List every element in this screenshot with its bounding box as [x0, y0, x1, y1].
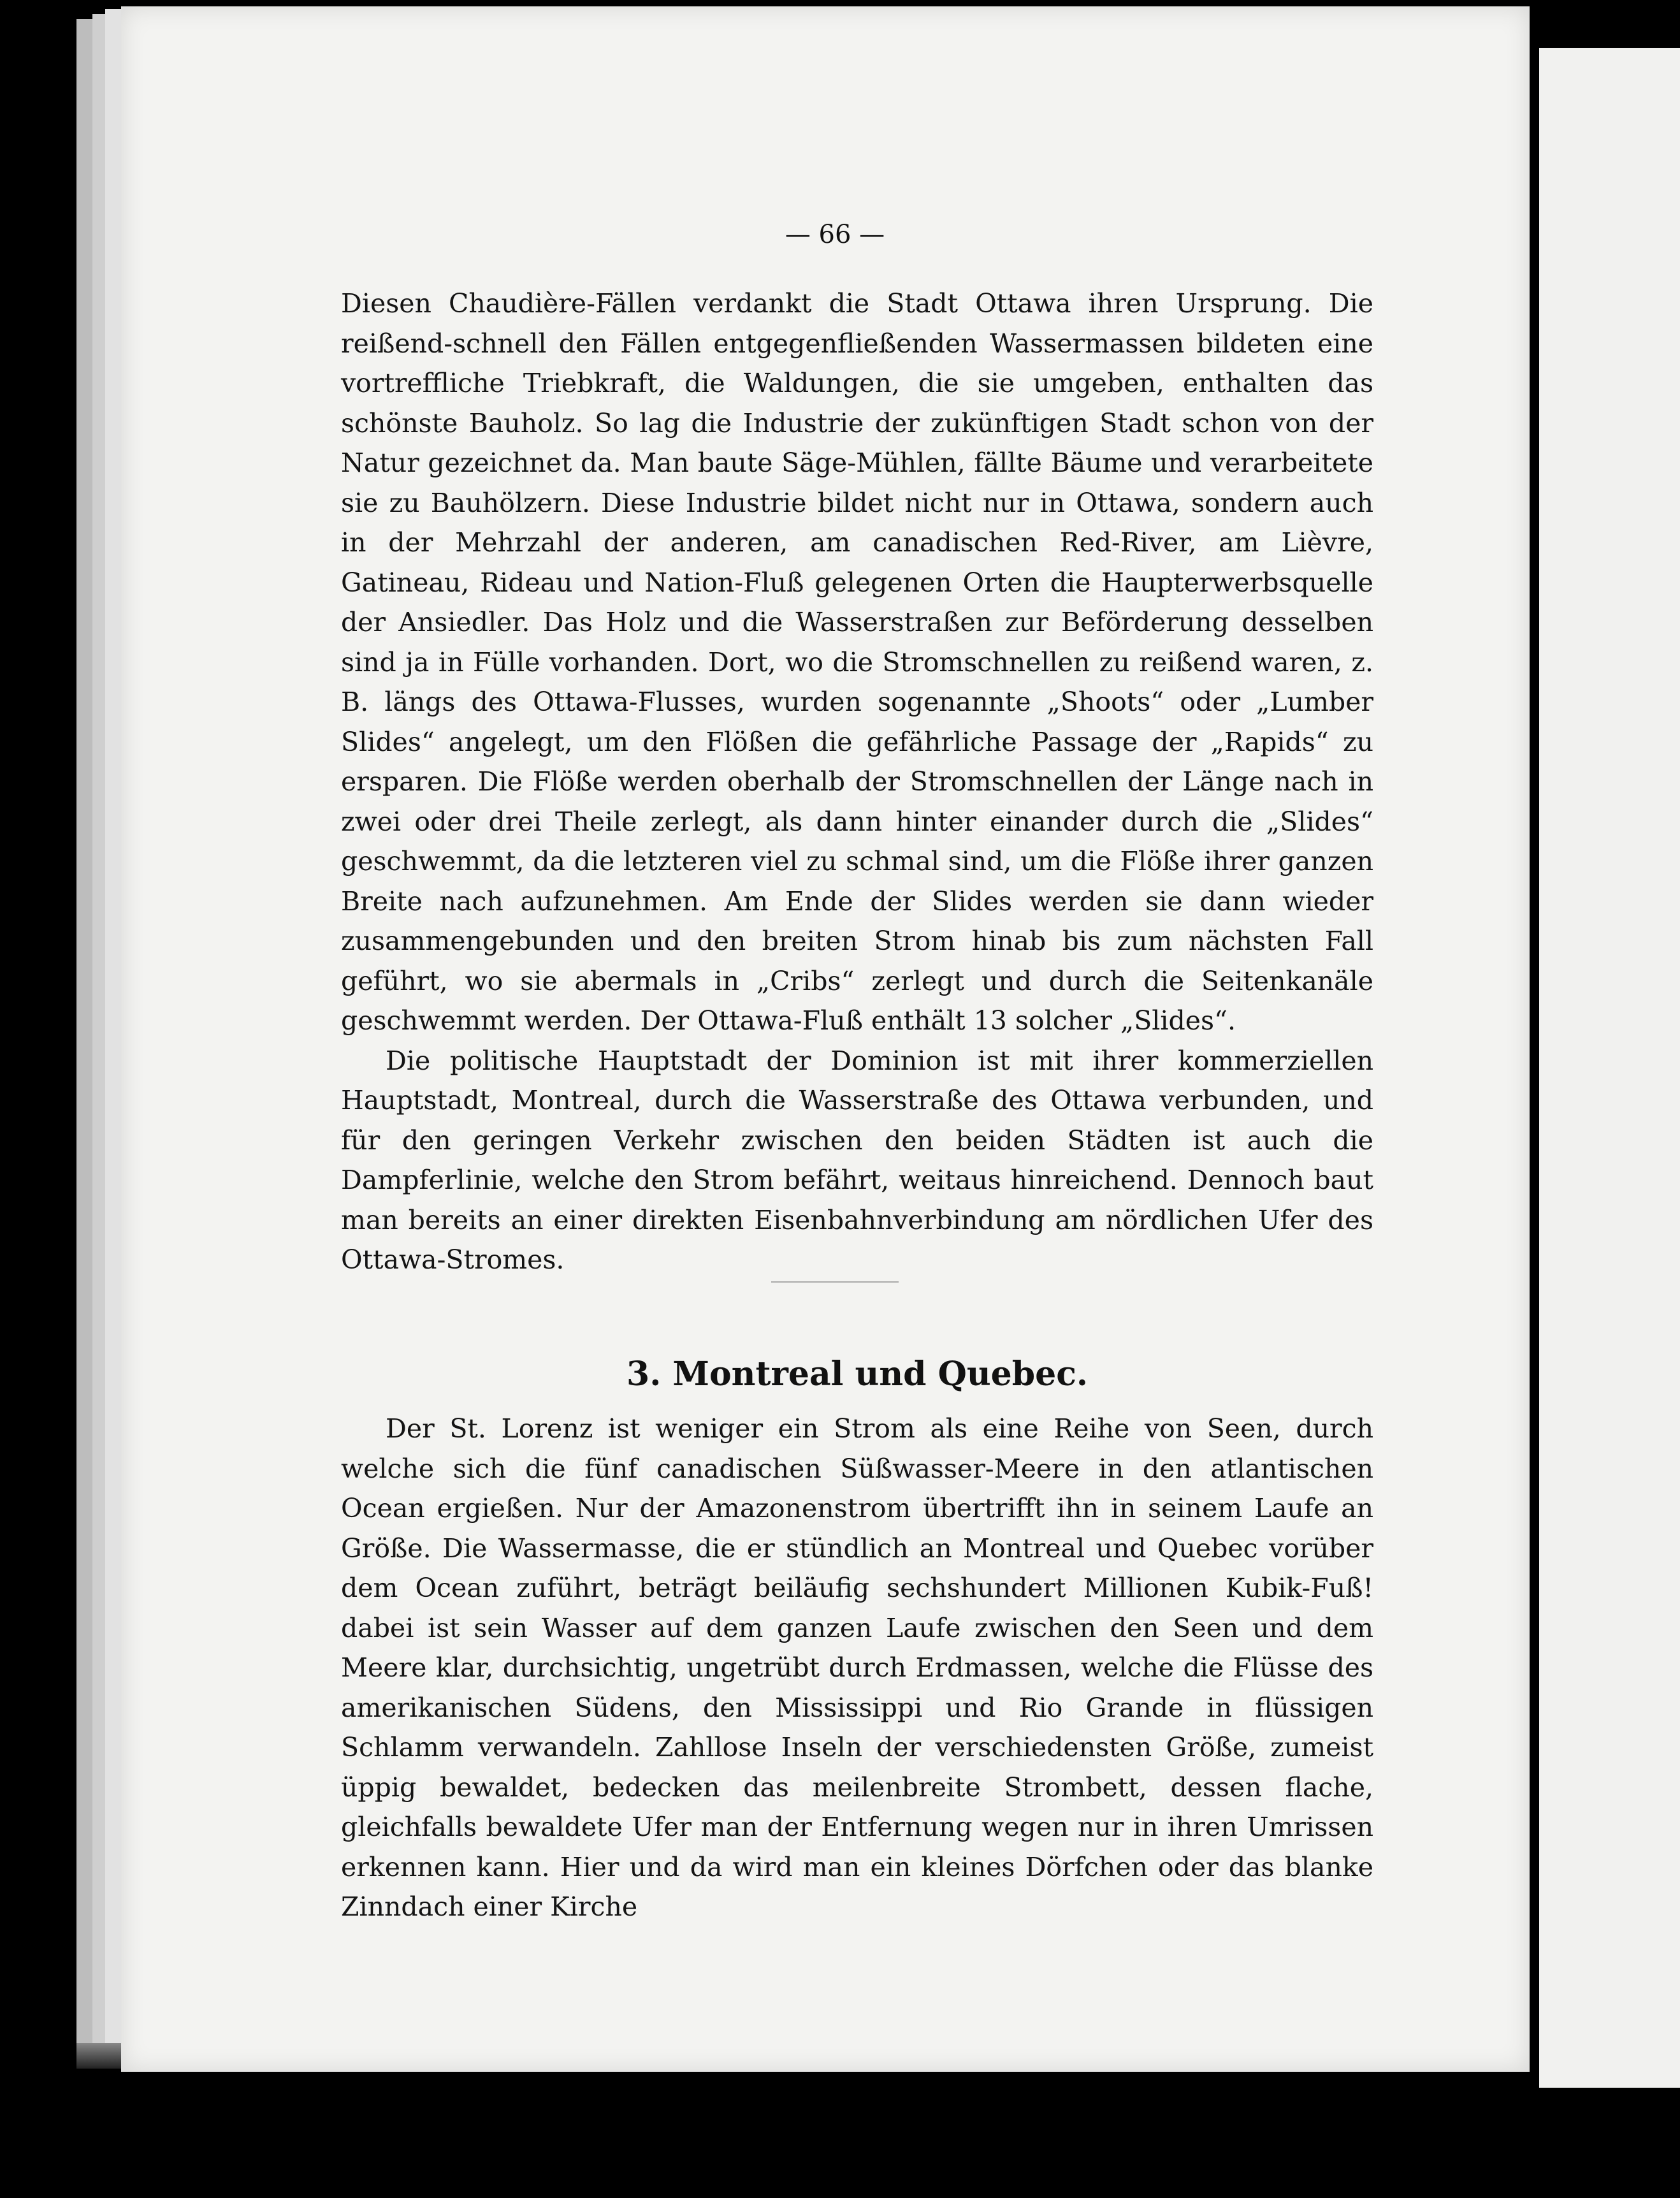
section-heading: 3. Montreal und Quebec. [626, 1355, 1088, 1394]
section-1-text [341, 284, 1373, 1280]
section-2-text [341, 1409, 1373, 1927]
paragraph: Die politische Hauptstadt der Dominion ist mit ihrer kommerziellen Hauptstadt, Montreal, durch die Wasserstraße des Ottawa verbunden, und für den geringen Verkehr zwischen den beiden Städten ist auch die Dampferlinie, welche den Strom befährt, weitaus hinreichend. Dennoch baut man bereits an einer direkten Eisenbahnverbindung am nördlichen Ufer des Ottawa-Stromes. [341, 1045, 1373, 1275]
paragraph: Der St. Lorenz ist weniger ein Strom als eine Reihe von Seen, durch welche sich die fünf canadischen Süßwasser-Meere in den atlantischen Ocean ergießen. Nur der Amazonenstrom übertrifft ihn in seinem Laufe an Größe. Die Wassermasse, die er stündlich an Montreal und Quebec vorüber dem Ocean zuführt, beträgt beiläufig sechshundert Millionen Kubik-Fuß! dabei ist sein Wasser auf dem ganzen Laufe zwischen den Seen und dem Meere klar, durchsichtig, ungetrübt durch Erdmassen, welche die Flüsse des amerikanischen Südens, den Mississippi und Rio Grande in flüssigen Schlamm verwandeln. Zahllose Inseln der verschiedensten Größe, zumeist üppig bewaldet, bedecken das meilenbreite Strombett, dessen flache, gleichfalls bewaldete Ufer man der Entfernung wegen nur in ihren Umrissen erkennen kann. Hier und da wird man ein kleines Dörfchen oder das blanke Zinndach einer Kirche [341, 1413, 1373, 1922]
page-number: — 66 — [785, 220, 885, 249]
next-page-edge [1539, 48, 1680, 2088]
section-divider [771, 1281, 899, 1283]
paragraph: Diesen Chaudière-Fällen verdankt die Stadt Ottawa ihren Ursprung. Die reißend-schnell den Fällen entgegenfließenden Wassermassen bildeten eine vortreffliche Triebkraft, die Waldungen, die sie umgeben, enthalten das schönste Bauholz. So lag die Industrie der zukünftigen Stadt schon von der Natur gezeichnet da. Man baute Säge-Mühlen, fällte Bäume und verarbeitete sie zu Bauhölzern. Diese Industrie bildet nicht nur in Ottawa, sondern auch in der Mehrzahl der anderen, am canadischen Red-River, am Lièvre, Gatineau, Rideau und Nation-Fluß gelegenen Orten die Haupterwerbsquelle der Ansiedler. Das Holz und die Wasserstraßen zur Beförderung desselben sind ja in Fülle vorhanden. Dort, wo die Stromschnellen zu reißend waren, z. B. längs des Ottawa-Flusses, wurden sogenannte „Shoots“ oder „Lumber Slides“ angelegt, um den Flößen die gefährliche Passage der „Rapids“ zu ersparen. Die Flöße werden oberhalb der Stromschnellen der Länge nach in zwei oder drei Theile zerlegt, als dann hinter einander durch die „Slides“ geschwemmt, da die letzteren viel zu schmal sind, um die Flöße ihrer ganzen Breite nach aufzunehmen. Am Ende der Slides werden sie dann wieder zusammengebunden und den breiten Strom hinab bis zum nächsten Fall geführt, wo sie abermals in „Cribs“ zerlegt und durch die Seitenkanäle geschwemmt werden. Der Ottawa-Fluß enthält 13 solcher „Slides“. [341, 288, 1373, 1036]
